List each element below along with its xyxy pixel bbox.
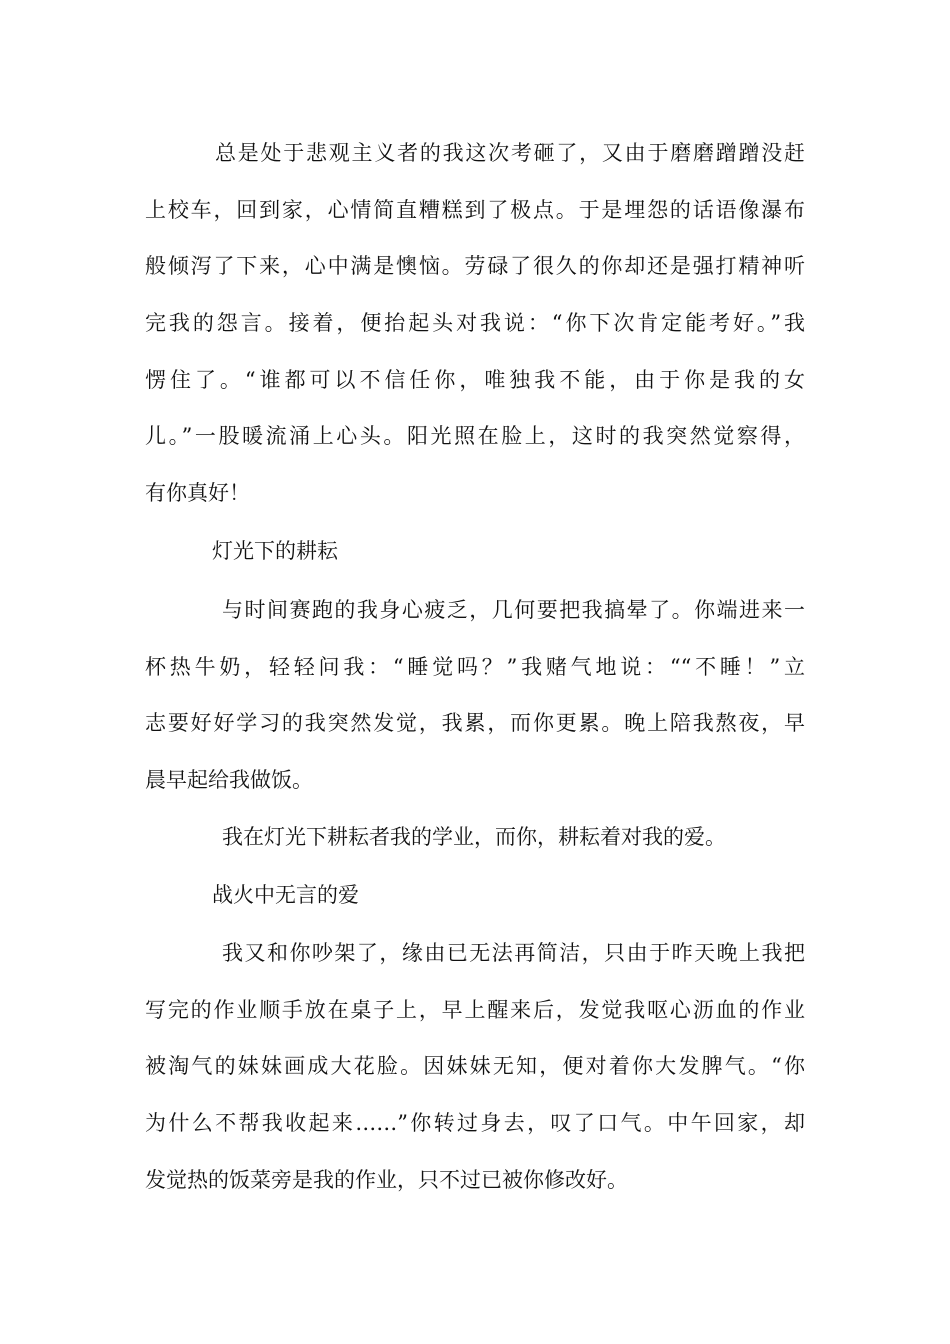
text-line: 儿。”一股暖流涌上心头。阳光照在脸上，这时的我突然觉察得， <box>145 424 805 448</box>
text-line: 为什么不帮我收起来……”你转过身去，叹了口气。中午回家，却 <box>145 1111 805 1135</box>
text-line: 完我的怨言。接着，便抬起头对我说：“你下次肯定能考好。”我 <box>145 311 805 335</box>
text-line: 般倾泻了下来，心中满是懊恼。劳碌了很久的你却还是强打精神听 <box>145 254 805 278</box>
text-line: 与时间赛跑的我身心疲乏，几何要把我搞晕了。你端进来一 <box>222 598 805 622</box>
text-line: 晨早起给我做饭。 <box>145 768 313 792</box>
text-line: 上校车，回到家，心情简直糟糕到了极点。于是埋怨的话语像瀑布 <box>145 198 805 222</box>
text-line: 有你真好！ <box>145 481 250 505</box>
section-heading: 灯光下的耕耘 <box>212 539 338 563</box>
text-line: 我在灯光下耕耘者我的学业，而你，耕耘着对我的爱。 <box>222 825 726 849</box>
text-line: 杯热牛奶，轻轻问我：“睡觉吗？”我赌气地说：““不睡！”立 <box>145 655 805 679</box>
section-heading: 战火中无言的爱 <box>212 883 359 907</box>
text-line: 愣住了。“谁都可以不信任你，唯独我不能，由于你是我的女 <box>145 368 805 392</box>
text-line: 志要好好学习的我突然发觉，我累，而你更累。晚上陪我熬夜，早 <box>145 711 805 735</box>
text-line: 发觉热的饭菜旁是我的作业，只不过已被你修改好。 <box>145 1168 628 1192</box>
text-line: 被淘气的妹妹画成大花脸。因妹妹无知，便对着你大发脾气。“你 <box>145 1054 805 1078</box>
text-line: 我又和你吵架了，缘由已无法再简洁，只由于昨天晚上我把 <box>222 941 805 965</box>
text-line: 写完的作业顺手放在桌子上，早上醒来后，发觉我呕心沥血的作业 <box>145 998 805 1022</box>
text-line: 总是处于悲观主义者的我这次考砸了，又由于磨磨蹭蹭没赶 <box>215 141 805 165</box>
